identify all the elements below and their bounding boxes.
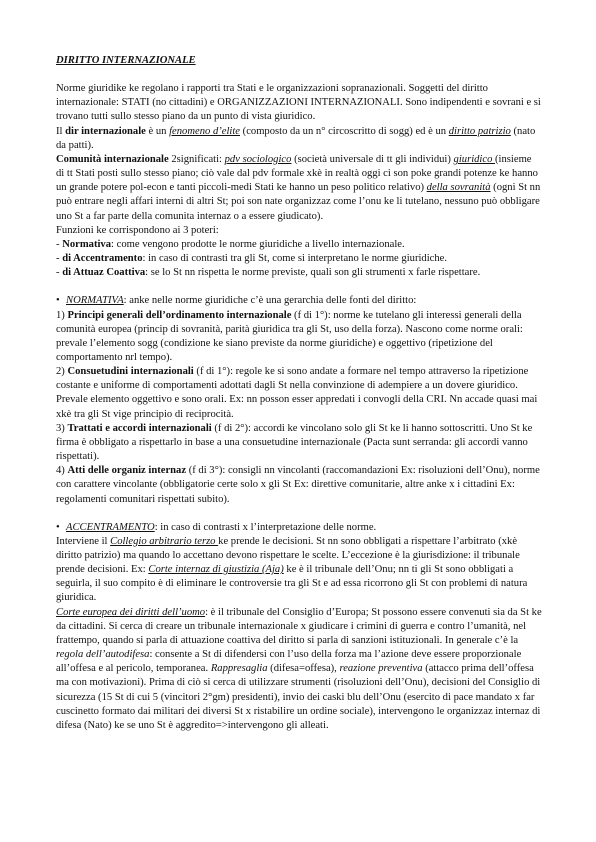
- text-run: (composto da un n° circoscritto di sogg) ed è un: [240, 125, 449, 137]
- dir-internazionale-paragraph: [56, 125, 542, 153]
- bullet-icon: •: [56, 521, 60, 533]
- power-item-normativa: - Normativa: come vengono prodotte le norme giuridiche a livello internazionale.: [56, 238, 405, 250]
- text-run: (società universale di tt gli individui): [291, 153, 454, 165]
- accentramento-paragraph-2: [56, 606, 542, 733]
- italic-term: pdv sociologico: [224, 153, 292, 165]
- section-heading: NORMATIVA: [66, 295, 124, 307]
- italic-term: diritto patrizio: [448, 125, 511, 137]
- text-run: : se lo St nn rispetta le norme previste, quali son gli strumenti x farle rispettare.: [145, 267, 481, 279]
- bold-term: Atti delle organiz internaz: [67, 465, 187, 477]
- text-run: : come vengono prodotte le norme giuridiche a livello internazionale.: [111, 238, 405, 250]
- item-number: 1): [56, 309, 68, 321]
- comunita-paragraph: [56, 153, 542, 224]
- intro-paragraph: Norme giuridike ke regolano i rapporti tra Stati e le organizzazioni sopranazionali. Soggetti del diritto internazionale: STATI (no cittadini) e ORGANIZZAZIONI INTERNAZIONALI. Sono indipendenti e sovrani e si trovano tutti sullo stesso piano da un punto di vista giuridico.: [56, 83, 541, 123]
- text-run: (nato da patti).: [56, 125, 536, 151]
- bold-term: dir internazionale: [65, 125, 146, 137]
- document-title: DIRITTO INTERNAZIONALE: [56, 55, 196, 66]
- item-number: 3): [56, 422, 68, 434]
- document-page: [56, 54, 542, 733]
- power-item-attuazione: - di Attuaz Coattiva: se lo St nn rispetta le norme previste, quali son gli strumenti x farle rispettare.: [56, 267, 481, 279]
- accentramento-heading: [56, 521, 542, 535]
- italic-term: Rappresaglia: [210, 663, 268, 675]
- spacer: [56, 280, 542, 294]
- normativa-item-2: [56, 365, 542, 422]
- bold-term: Principi generali dell’ordinamento internazionale: [67, 309, 292, 321]
- text-run: ke prende le decisioni. St nn sono obbligati a rispettare l’arbitrato (xkè diritto patrizio) ma quando lo accettano devono rispettare le scelte. L’eccezione è la giurisdizione: il tribunale prende decisioni. Ex:: [56, 535, 520, 576]
- italic-term: Corte europea dei diritti dell’uomo: [56, 606, 206, 618]
- bold-term: Trattati e accordi internazionali: [67, 422, 212, 434]
- text-run: Interviene il: [56, 535, 111, 547]
- normativa-item-4: [56, 464, 542, 506]
- text-run: (ogni St nn può entrare negli affari interni di altri St; poi son nate organizzaz come l’onu ke li tutelano, nessuno può obbligare uno St a far parte della comunita internaz o a essere giudicato).: [56, 182, 541, 222]
- text-run: : in caso di contrasti x l’interpretazione delle norme.: [154, 521, 377, 533]
- item-number: 4): [56, 465, 68, 477]
- text-run: Il: [56, 125, 66, 137]
- text-run: è un: [145, 125, 170, 137]
- normativa-item-1: [56, 309, 542, 366]
- normativa-heading: [56, 294, 542, 308]
- text-run: : anke nelle norme giuridiche c’è una gerarchia delle fonti del diritto:: [123, 295, 417, 307]
- text-run: 2significati:: [168, 153, 225, 165]
- bold-term: Consuetudini internazionali: [67, 366, 194, 378]
- bold-term: di Attuaz Coattiva: [62, 267, 146, 279]
- normativa-item-3: [56, 422, 542, 464]
- italic-term: regola dell’autodifesa: [56, 649, 150, 661]
- spacer: [56, 507, 542, 521]
- text-run: ke è il tribunale dell’Onu; nn ti gli St sono obbligati a seguirla, il suo compito è di eliminare le controversie tra gli St e ad essa ricorrono gli St con problemi di natura giuridica.: [56, 564, 528, 604]
- text-run: (f di 2°): accordi ke vincolano solo gli St ke li hanno sottoscritti. Uno St ke firma è obbligato a rispettarlo in base a una consuetudine internazionale (Pacta sunt serranda: gli accordi vanno rispettati).: [56, 422, 533, 463]
- accentramento-paragraph-1: [56, 535, 542, 606]
- text-run: (difesa=offesa),: [267, 663, 340, 675]
- text-run: : è il tribunale del Consiglio d’Europa; St possono essere convenuti sia da St ke da cittadini. Si cerca di creare un tribunale internazionale x giudicare i crimini di guerra e contro l’umanità, nel frattempo, quando si parla di attuazione coattiva del diritto si parla di sanzioni istituzionali. In generale c’è la: [56, 606, 542, 646]
- bold-term: Comunità internazionale: [56, 153, 169, 165]
- power-item-accentramento: - di Accentramento: in caso di contrasti tra gli St, come si interpretano le norme giuridiche.: [56, 253, 448, 265]
- section-heading: ACCENTRAMENTO: [66, 521, 155, 533]
- italic-term: fenomeno d’elite: [169, 125, 241, 137]
- italic-term: reazione preventiva: [339, 663, 423, 675]
- text-run: : consente a St di difendersi con l’uso della forza ma l’azione deve essere proporzionale all’offesa e al pericolo, temporanea.: [56, 649, 522, 675]
- text-run: (f di 1°): norme ke tutelano gli interessi generali della comunità europea (princip di sovranità, parità giuridica tra gli St, uso della forza). Nascono come norme orali: prevale l’elemento sogg (condizione ke siano previste da norme giuridiche) e oggettivo (ripetizione del comportamento nrl tempo).: [56, 309, 523, 363]
- text-run: (f di 1°): regole ke si sono andate a formare nel tempo attraverso la ripetizione costante e uniforme di comportamenti adottati dagli St nella convinzione di adempiere a un dovere giuridico. Prevale elemento oggettivo e sono orali. Ex: nn posson esser appredati i convogli della CRI. Nn accade quasi mai xkè tra gli St vige principio di reciprocità.: [56, 366, 538, 420]
- bold-term: Normativa: [62, 238, 112, 250]
- text-run: : in caso di contrasti tra gli St, come si interpretano le norme giuridiche.: [142, 253, 448, 265]
- italic-term: della sovranità: [426, 182, 491, 194]
- text-run: (insieme di tt Stati posti sullo stesso piano; ciò vale dal pdv formale xkè in realtà oggi ci son poke grandi potenze ke hanno un grande potere pol-econ e tanti piccoli-medi Stati ke hanno un peso politico relativo): [56, 153, 538, 194]
- text-run: (attacco prima dell’offesa ma con motivazioni). Prima di ciò si cerca di utilizzare strumenti (risoluzioni dell’Onu), decisioni del Consiglio di sicurezza (15 St di cui 5 (vincitori 2°gm) presidenti), invio dei caski blu dell’Onu (esercito di pace mandato x far cuscinetto formato dai militari dei diversi St x ristabilire un ordine sociale), intervengono le organizzaz internaz di difesa (Nato) ke se uno St è aggredito=>intervengono gli alleati.: [56, 663, 541, 731]
- italic-term: Collegio arbitrario terzo: [110, 535, 219, 547]
- funzioni-paragraph: Funzioni ke corrispondono ai 3 poteri:: [56, 224, 219, 236]
- bullet-icon: •: [56, 295, 60, 307]
- bold-term: di Accentramento: [62, 253, 143, 265]
- italic-term: giuridico: [453, 153, 496, 165]
- italic-term: Corte internaz di giustizia (Aja): [148, 564, 284, 576]
- text-run: (f di 3°): consigli nn vincolanti (raccomandazioni Ex: risoluzioni dell’Onu), norme con carattere vincolante (obbligatorie certe solo x gli St Ex: direttive comunitarie, altre anke x i cittadini Ex: regolamenti comunitari rispettati subito).: [56, 465, 540, 505]
- item-number: 2): [56, 366, 68, 378]
